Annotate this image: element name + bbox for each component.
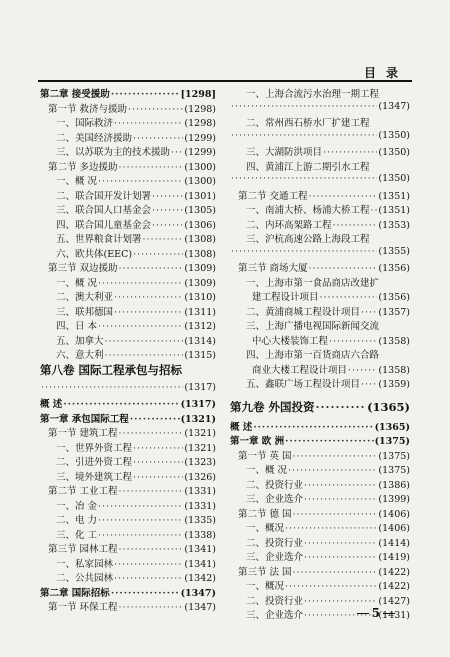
toc-entry-title: 三、境外建筑工程 [56, 471, 133, 483]
toc-entry [40, 304, 216, 319]
toc-leader-dots [111, 89, 180, 100]
toc-entry-title: 三、沪杭高速公路上海段工程 [246, 234, 370, 245]
toc-leader-dots [361, 307, 377, 318]
toc-entry [40, 362, 216, 382]
toc-entry [40, 318, 216, 333]
toc-entry-page: (1414) [378, 537, 410, 549]
toc-entry-title: 二、投资行业 [246, 479, 304, 491]
toc-entry [40, 202, 216, 217]
toc-leader-dots [309, 263, 378, 274]
toc-entry-page: (1350) [378, 173, 410, 184]
toc-entry-page: (1308) [184, 234, 216, 245]
toc-entry-page: (1386) [378, 479, 410, 491]
toc-entry-title: 二、常州西石桥水厂扩建工程 [246, 118, 370, 129]
toc-entry-title: 第一节 英 国 [238, 450, 292, 462]
toc-entry-page: (1350) [378, 129, 410, 141]
toc-entry-page: (1399) [378, 494, 410, 505]
toc-entry [40, 275, 216, 290]
toc-entry [230, 419, 410, 434]
toc-entry-page: (1359) [378, 379, 410, 390]
toc-entry-title: 三、以苏联为主的技术援助 [56, 147, 171, 158]
toc-leader-dots [309, 191, 378, 202]
toc-leader-dots [304, 538, 377, 549]
toc-entry [230, 535, 410, 550]
toc-entry-title: 一、私家园林 [56, 558, 114, 570]
toc-leader-dots [361, 379, 377, 390]
toc-entry-page: (1301) [184, 190, 216, 202]
toc-entry-title: 三、化 工 [56, 529, 98, 541]
toc-entry-title: 一、世界外资工程 [56, 442, 133, 454]
toc-leader-dots [98, 176, 183, 187]
toc-entry [40, 173, 216, 188]
toc-entry-page: (1314) [184, 335, 216, 347]
toc-entry-title: 二、美国经济援助 [56, 132, 133, 144]
toc-entry-page: (1357) [378, 306, 410, 318]
toc-entry-page: (1321) [184, 442, 216, 454]
toc-entry [230, 246, 410, 261]
toc-entry-page: (1406) [378, 508, 410, 520]
toc-entry [230, 391, 410, 399]
toc-leader-dots [333, 220, 378, 231]
toc-leader-dots [130, 414, 180, 425]
toc-entry [230, 159, 410, 174]
toc-entry-title: 三、联邦德国 [56, 306, 114, 318]
toc-entry [40, 188, 216, 203]
toc-entry-title: 商业大楼工程设计项目 [252, 364, 348, 376]
toc-entry [40, 541, 216, 556]
toc-entry-page: (1427) [378, 595, 410, 607]
toc-entry-title: 第三节 商场大厦 [238, 263, 308, 274]
toc-entry-title: 第二节 交通工程 [238, 190, 308, 202]
toc-leader-dots [119, 544, 184, 555]
toc-entry [40, 246, 216, 261]
toc-entry-title: 二、黄浦商城工程设计项目 [246, 306, 361, 318]
toc-entry-page: (1375) [378, 465, 410, 476]
toc-leader-dots [304, 552, 377, 563]
toc-leader-dots [323, 147, 377, 158]
toc-entry-title: 一、上海市第一食品商店改建扩 [246, 277, 380, 289]
toc-entry-title: 六、欧共体(EEC) [56, 248, 133, 260]
toc-entry-page: (1311) [184, 306, 216, 318]
toc-leader-dots [348, 365, 377, 376]
toc-entry [230, 477, 410, 492]
toc-entry-title: 五、加拿大 [56, 335, 104, 347]
toc-entry [40, 556, 216, 571]
toc-entry [230, 491, 410, 506]
toc-leader-dots [152, 205, 183, 216]
toc-entry-title: 五、世界粮食计划署 [56, 234, 142, 245]
toc-entry [40, 217, 216, 232]
toc-entry-title: 第二节 工业工程 [48, 486, 118, 497]
toc-entry [40, 599, 216, 614]
toc-entry [230, 260, 410, 275]
toc-entry-page: (1312) [184, 321, 216, 332]
toc-entry [40, 396, 216, 411]
toc-entry [40, 382, 216, 397]
toc-entry-page: (1365) [367, 399, 410, 414]
toc-entry-title: 四、联合国儿童基金会 [56, 219, 152, 231]
toc-entry-page: (1406) [378, 523, 410, 534]
toc-entry-title: 三、企业选介 [246, 552, 304, 563]
toc-entry-page: (1422) [378, 581, 410, 592]
toc-entry-title: 六、意大利 [56, 350, 104, 361]
toc-leader-dots [63, 399, 179, 410]
toc-entry-page: (1308) [184, 248, 216, 260]
toc-entry-title: 第二节 多边援助 [48, 161, 118, 173]
toc-entry-page: (1375) [374, 436, 410, 447]
toc-entry [230, 304, 410, 319]
toc-entry-title: 一、概况 [246, 523, 285, 534]
toc-entry-page: (1358) [378, 335, 410, 347]
toc-entry [230, 130, 410, 145]
toc-leader-dots [143, 234, 184, 245]
toc-leader-dots [114, 292, 183, 303]
toc-entry-page: (1353) [378, 219, 410, 231]
toc-leader-dots [152, 191, 183, 202]
toc-entry-page: (1351) [378, 190, 410, 202]
toc-entry [230, 217, 410, 232]
toc-leader-dots [119, 162, 184, 173]
toc-right-column [230, 86, 410, 622]
toc-entry-title: 第三节 法 国 [238, 566, 292, 578]
toc-leader-dots [253, 422, 373, 433]
toc-entry-title: 概 述 [40, 399, 63, 410]
toc-entry [230, 520, 410, 535]
toc-entry [40, 347, 216, 362]
toc-leader-dots [285, 436, 373, 447]
toc-entry-page: (1306) [184, 219, 216, 231]
toc-entry [230, 318, 410, 333]
toc-leader-dots [105, 336, 184, 347]
toc-entry-title: 第二章 国际招标 [40, 587, 110, 599]
toc-entry-title: 第三节 双边援助 [48, 263, 118, 274]
toc-entry-title: 第一节 环保工程 [48, 602, 118, 613]
toc-leader-dots [111, 588, 180, 599]
toc-entry-title: 二、投资行业 [246, 537, 304, 549]
toc-leader-dots [114, 559, 183, 570]
toc-entry [40, 130, 216, 145]
toc-entry-page: (1331) [184, 486, 216, 497]
toc-entry-page: (1310) [184, 292, 216, 303]
toc-leader-dots [329, 336, 377, 347]
toc-leader-dots [98, 530, 183, 541]
toc-entry [230, 115, 410, 130]
toc-entry-page: (1422) [378, 566, 410, 578]
toc-leader-dots [304, 480, 377, 491]
toc-leader-dots [320, 292, 378, 303]
toc-entry-title: 第一章 承包国际工程 [40, 413, 129, 425]
toc-leader-dots [133, 443, 183, 454]
toc-entry-page: (1323) [184, 457, 216, 468]
toc-leader-dots [304, 596, 377, 607]
toc-entry-title: 一、冶 金 [56, 500, 98, 512]
toc-leader-dots [98, 278, 183, 289]
toc-entry-title: 五、鑫联广场工程设计项目 [246, 379, 361, 390]
toc-entry-title: 四、黄浦江上游二期引水工程 [246, 161, 370, 173]
toc-leader-dots [288, 465, 377, 476]
toc-leader-dots [293, 567, 378, 578]
toc-entry-page: (1355) [378, 245, 410, 257]
toc-entry [40, 333, 216, 348]
toc-entry [230, 188, 410, 203]
toc-entry-page: (1356) [378, 263, 410, 274]
toc-entry-page: (1335) [184, 515, 216, 526]
toc-entry [230, 231, 410, 246]
toc-entry-page: (1300) [184, 161, 216, 173]
toc-entry-page: (1358) [378, 364, 410, 376]
toc-entry-page: (1298) [184, 118, 216, 129]
toc-leader-dots [98, 501, 183, 512]
footer-dash-right [383, 613, 395, 614]
toc-entry-title: 一、概 况 [246, 465, 288, 476]
toc-entry-title: 二、内环高架路工程 [246, 219, 332, 231]
toc-entry [40, 498, 216, 513]
toc-entry [230, 289, 410, 304]
toc-entry-title: 第一节 建筑工程 [48, 428, 118, 439]
toc-entry-title: 三、大湖防洪项目 [246, 147, 323, 158]
toc-entry-title: 第一节 救济与援助 [48, 103, 128, 115]
toc-entry-page: (1431) [378, 610, 410, 621]
toc-entry-page: (1350) [378, 147, 410, 158]
toc-entry-title: 一、南浦大桥、杨浦大桥工程 [246, 205, 370, 216]
toc-entry-title: 第九卷 外国投资 [230, 399, 315, 414]
toc-leader-dots [114, 118, 183, 129]
toc-left-column [40, 86, 216, 614]
toc-leader-dots [41, 382, 183, 393]
toc-entry-title: 二、电 力 [56, 515, 98, 526]
toc-entry-title: 四、日 本 [56, 321, 98, 332]
toc-entry-title: 中心大楼装饰工程 [252, 335, 329, 347]
toc-entry [230, 275, 410, 290]
toc-entry-title: 一、概况 [246, 581, 285, 592]
toc-entry [40, 454, 216, 469]
toc-leader-dots [304, 494, 377, 505]
toc-leader-dots [119, 602, 184, 613]
toc-leader-dots [133, 133, 183, 144]
toc-leader-dots [119, 428, 184, 439]
toc-entry-title: 第一章 欧 洲 [230, 436, 285, 447]
toc-entry [40, 411, 216, 426]
page-number-text: 5 [371, 606, 380, 620]
toc-entry-page: (1321) [184, 428, 216, 439]
toc-leader-dots [128, 104, 183, 115]
toc-leader-dots [171, 147, 183, 158]
toc-entry [230, 362, 410, 377]
toc-entry-title: 二、引进外资工程 [56, 457, 133, 468]
toc-leader-dots [98, 321, 183, 332]
toc-leader-dots [98, 515, 183, 526]
toc-entry-page: (1331) [184, 500, 216, 512]
toc-leader-dots [231, 173, 377, 184]
toc-entry-title: 第八卷 国际工程承包与招标 [40, 362, 183, 377]
toc-entry [40, 144, 216, 159]
toc-leader-dots [133, 457, 183, 468]
toc-entry-page: (1321) [180, 413, 216, 425]
toc-entry [40, 483, 216, 498]
toc-entry [230, 506, 410, 521]
toc-leader-dots [293, 509, 378, 520]
toc-entry [40, 425, 216, 440]
toc-entry-page: (1315) [184, 350, 216, 361]
toc-entry [230, 144, 410, 159]
toc-leader-dots [152, 220, 183, 231]
toc-entry-title: 二、澳大利亚 [56, 292, 114, 303]
toc-entry [40, 469, 216, 484]
toc-entry-page: (1309) [184, 277, 216, 289]
toc-leader-dots [231, 130, 377, 141]
toc-leader-dots [133, 249, 183, 260]
toc-entry-page: [1298] [180, 89, 216, 100]
toc-leader-dots [133, 472, 183, 483]
toc-entry-page: (1365) [374, 421, 410, 433]
toc-leader-dots [114, 307, 183, 318]
page-number [354, 606, 398, 620]
toc-entry-title: 第三节 园林工程 [48, 544, 118, 555]
toc-entry [230, 433, 410, 448]
toc-entry [230, 173, 410, 188]
toc-entry-title: 四、上海市第一百货商店六合路 [246, 350, 380, 361]
toc-entry [40, 512, 216, 527]
toc-entry-title: 二、联合国开发计划署 [56, 190, 152, 202]
toc-entry [230, 202, 410, 217]
toc-entry-page: (1305) [184, 205, 216, 216]
toc-entry-title: 一、国际救济 [56, 118, 114, 129]
header-title: 目录 [363, 66, 408, 80]
toc-leader-dots [231, 101, 377, 112]
running-header [38, 64, 412, 80]
toc-entry-page: (1299) [184, 147, 216, 158]
toc-entry [40, 260, 216, 275]
toc-entry-title: 二、投资行业 [246, 595, 304, 607]
toc-entry-page: (1347) [184, 602, 216, 613]
toc-entry [230, 462, 410, 477]
toc-leader-dots [316, 400, 367, 414]
toc-entry [40, 289, 216, 304]
toc-entry-title: 建工程设计项目 [252, 292, 319, 303]
toc-entry-title: 三、上海广播电视国际新闻交流 [246, 321, 380, 332]
toc-entry-title: 一、概 况 [56, 277, 98, 289]
toc-entry [230, 376, 410, 391]
toc-entry [230, 593, 410, 608]
toc-entry-page: (1326) [184, 471, 216, 483]
toc-entry [40, 527, 216, 542]
toc-entry [230, 347, 410, 362]
toc-entry-page: (1309) [184, 263, 216, 274]
toc-leader-dots [119, 486, 184, 497]
toc-leader-dots [119, 263, 184, 274]
header-rule [38, 80, 412, 82]
toc-entry-page: (1317) [180, 399, 216, 410]
toc-entry-title: 第二章 接受援助 [40, 89, 110, 100]
toc-entry [40, 570, 216, 585]
toc-entry [230, 101, 410, 116]
toc-entry [40, 585, 216, 600]
toc-entry-page: (1351) [378, 205, 410, 216]
toc-entry [230, 399, 410, 419]
toc-entry-title: 第二节 德 国 [238, 508, 292, 520]
toc-entry-page: (1341) [184, 544, 216, 555]
toc-entry [230, 549, 410, 564]
toc-entry-title: 一、概 况 [56, 176, 98, 187]
toc-entry-page: (1342) [184, 573, 216, 584]
toc-entry [230, 448, 410, 463]
toc-entry-page: (1317) [184, 381, 216, 393]
toc-entry [40, 86, 216, 101]
toc-entry [40, 231, 216, 246]
toc-entry-page: (1419) [378, 552, 410, 563]
toc-leader-dots [285, 523, 377, 534]
toc-entry-page: (1347) [378, 100, 410, 112]
toc-entry-title: 概 述 [230, 421, 253, 433]
toc-entry-page: (1375) [378, 450, 410, 462]
toc-entry-page: (1298) [184, 103, 216, 115]
toc-entry-title: 一、上海合流污水治理一期工程 [246, 89, 380, 100]
toc-leader-dots [105, 350, 184, 361]
toc-entry [230, 86, 410, 101]
toc-entry-page: (1300) [184, 176, 216, 187]
toc-entry-title: 三、企业选介 [246, 494, 304, 505]
toc-entry-title: 二、公共园林 [56, 573, 114, 584]
toc-entry [230, 578, 410, 593]
toc-entry [230, 333, 410, 348]
toc-leader-dots [293, 451, 378, 462]
toc-entry [40, 159, 216, 174]
toc-entry-title: 三、联合国人口基金会 [56, 205, 152, 216]
toc-entry-title: 三、企业选介 [246, 610, 304, 621]
toc-entry [230, 564, 410, 579]
toc-entry [40, 440, 216, 455]
toc-entry [40, 101, 216, 116]
toc-entry-page: (1338) [184, 529, 216, 541]
toc-leader-dots [371, 205, 378, 216]
footer-dash-left [357, 613, 369, 614]
toc-entry-page: (1299) [184, 132, 216, 144]
toc-entry-page: (1356) [378, 292, 410, 303]
toc-entry [40, 115, 216, 130]
toc-leader-dots [231, 246, 377, 257]
toc-leader-dots [285, 581, 377, 592]
toc-leader-dots [114, 573, 183, 584]
toc-entry-page: (1341) [184, 558, 216, 570]
toc-entry-page: (1347) [180, 587, 216, 599]
